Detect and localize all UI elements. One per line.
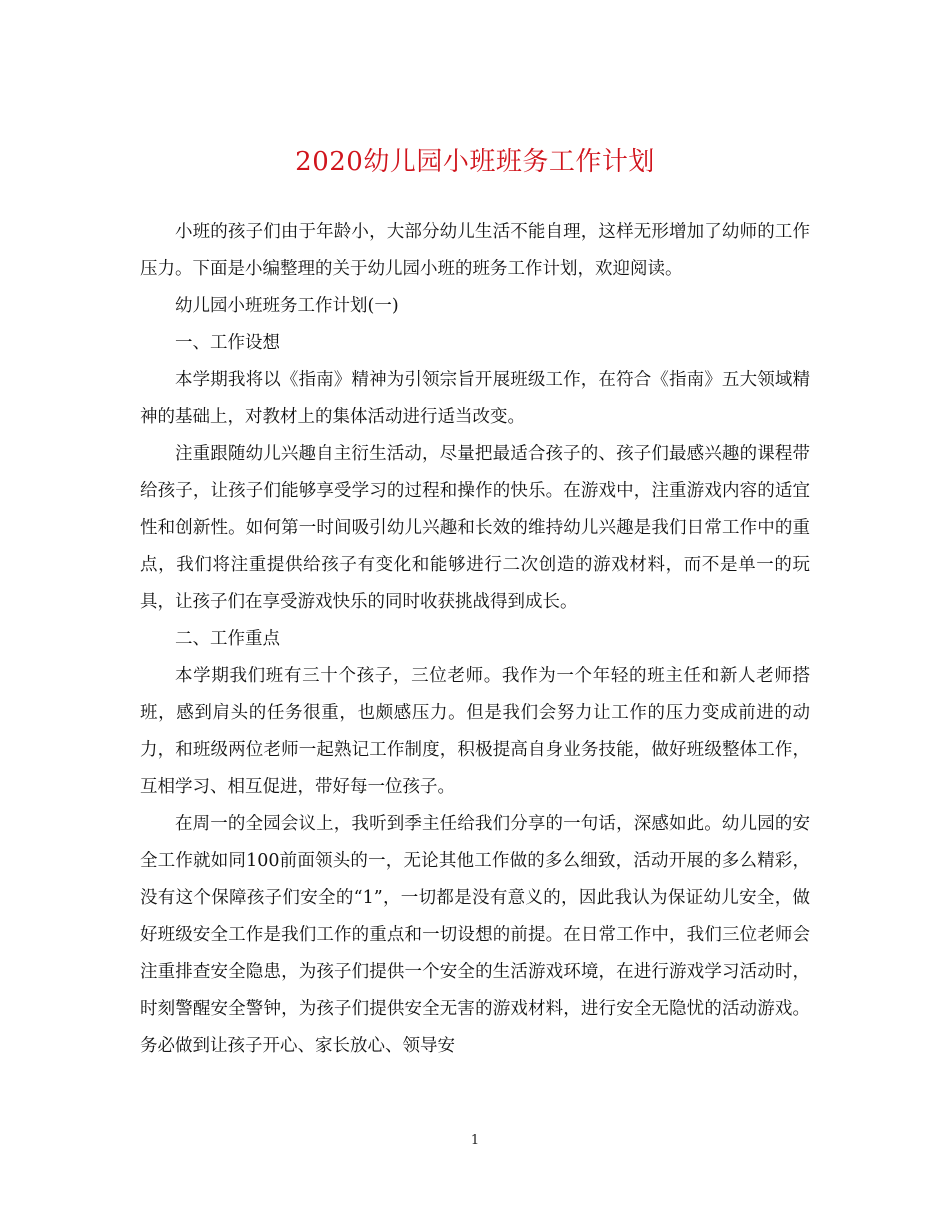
document-title: 2020幼儿园小班班务工作计划: [295, 147, 655, 177]
section1-paragraph-1: 本学期我将以《指南》精神为引领宗旨开展班级工作，在符合《指南》五大领域精神的基础上，对教材上的集体活动进行适当改变。: [140, 370, 810, 427]
section1-paragraph-2: 注重跟随幼儿兴趣自主衍生活动，尽量把最适合孩子的、孩子们最感兴趣的课程带给孩子，让孩子们能够享受学习的过程和操作的快乐。在游戏中，注重游戏内容的适宜性和创新性。如何第一时间吸引幼儿兴趣和长效的维持幼儿兴趣是我们日常工作中的重点，我们将注重提供给孩子有变化和能够进行二次创造的游戏材料，而不是单一的玩具，让孩子们在享受游戏快乐的同时收获挑战得到成长。: [140, 444, 810, 612]
document-body: [140, 214, 810, 1065]
section-heading-work-ideas: 一、工作设想: [175, 333, 280, 353]
page-number: 1: [470, 1133, 480, 1148]
section-heading-work-focus: 二、工作重点: [175, 629, 280, 649]
intro-paragraph: 小班的孩子们由于年龄小，大部分幼儿生活不能自理，这样无形增加了幼师的工作压力。下面是小编整理的关于幼儿园小班的班务工作计划，欢迎阅读。: [140, 222, 810, 279]
section2-paragraph-2: 在周一的全园会议上，我听到季主任给我们分享的一句话，深感如此。幼儿园的安全工作就如同100前面领头的一，无论其他工作做的多么细致，活动开展的多么精彩，没有这个保障孩子们安全的“1”，一切都是没有意义的，因此我认为保证幼儿安全，做好班级安全工作是我们工作的重点和一切设想的前提。在日常工作中，我们三位老师会注重排查安全隐患，为孩子们提供一个安全的生活游戏环境，在进行游戏学习活动时，时刻警醒安全警钟，为孩子们提供安全无害的游戏材料，进行安全无隐忧的活动游戏。务必做到让孩子开心、家长放心、领导安: [140, 814, 810, 1056]
plan-title: 幼儿园小班班务工作计划(一): [175, 296, 399, 316]
section2-paragraph-1: 本学期我们班有三十个孩子，三位老师。我作为一个年轻的班主任和新人老师搭班，感到肩头的任务很重，也颇感压力。但是我们会努力让工作的压力变成前进的动力，和班级两位老师一起熟记工作制度，积极提高自身业务技能，做好班级整体工作，互相学习、相互促进，带好每一位孩子。: [140, 666, 810, 797]
